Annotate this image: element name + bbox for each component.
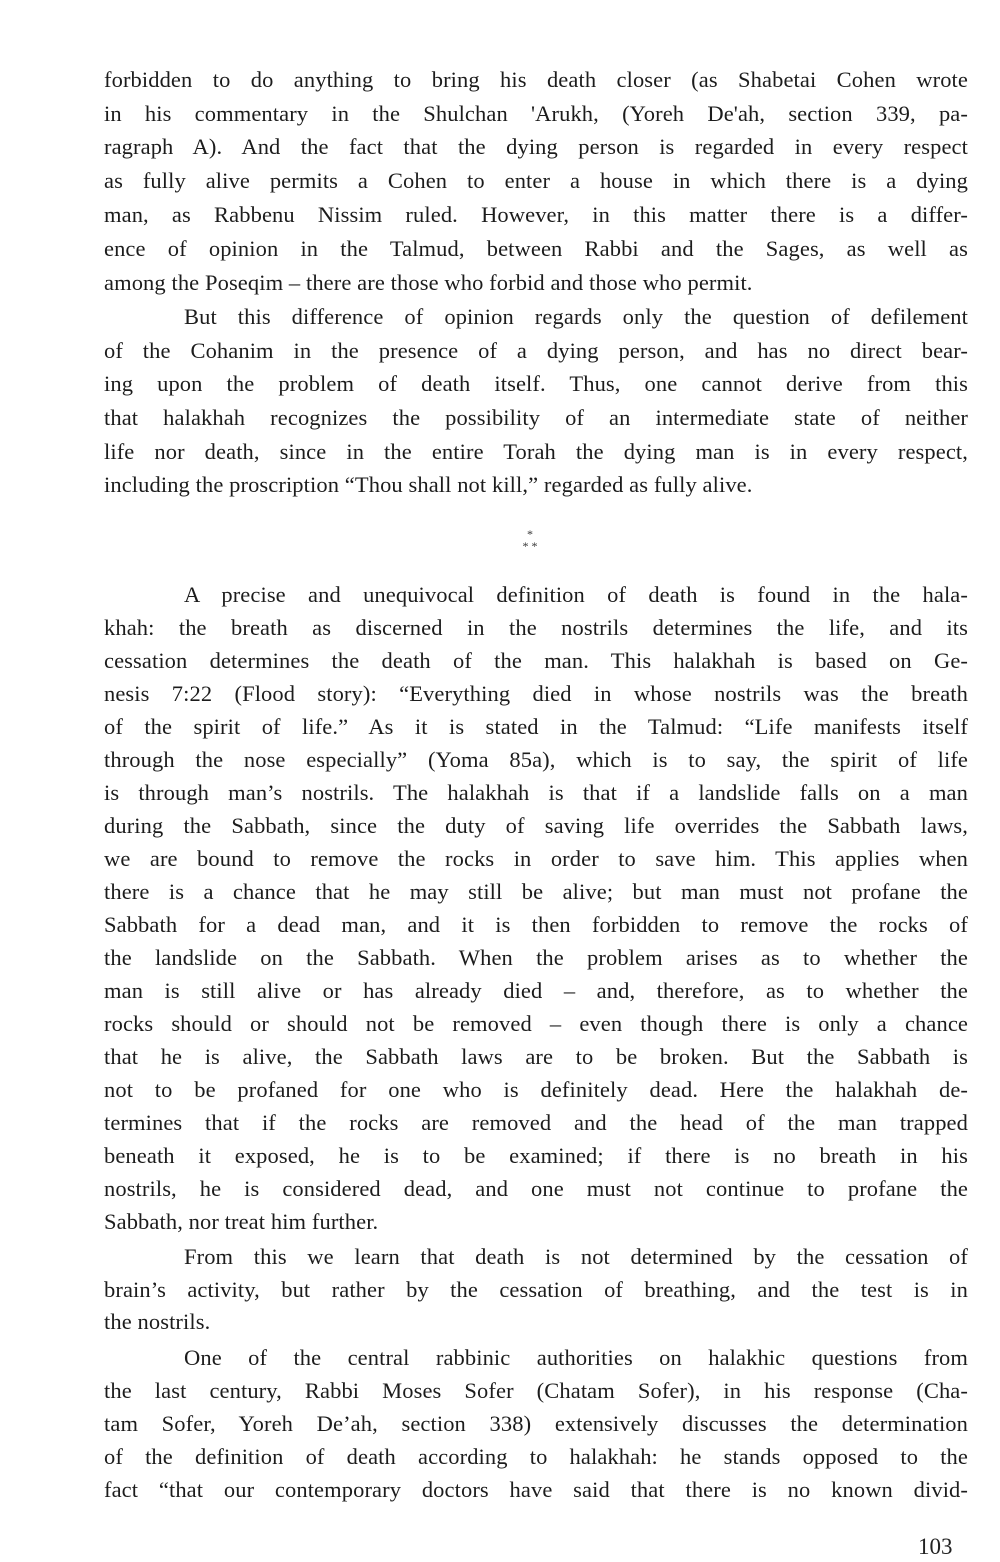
text-line: of the spirit of life.” As it is stated in the Talmud: “Life manifests itself bbox=[104, 714, 968, 739]
text-line: fact “that our contemporary doctors have said that there is no known divid- bbox=[104, 1477, 968, 1502]
text-line: including the proscription “Thou shall not kill,” regarded as fully alive. bbox=[104, 472, 753, 497]
text-line: not to be profaned for one who is definitely dead. Here the halakhah de- bbox=[104, 1077, 968, 1102]
text-line: man, as Rabbenu Nissim ruled. However, in this matter there is a differ- bbox=[104, 202, 968, 227]
text-line: the last century, Rabbi Moses Sofer (Chatam Sofer), in his response (Cha- bbox=[104, 1378, 968, 1403]
text-line: forbidden to do anything to bring his death closer (as Shabetai Cohen wrote bbox=[104, 67, 968, 92]
text-line: cessation determines the death of the man. This halakhah is based on Ge- bbox=[104, 648, 968, 673]
text-line: brain’s activity, but rather by the cessation of breathing, and the test is in bbox=[104, 1277, 968, 1302]
text-line: Sabbath for a dead man, and it is then forbidden to remove the rocks of bbox=[104, 912, 968, 937]
text-line: is through man’s nostrils. The halakhah is that if a landslide falls on a man bbox=[104, 780, 968, 805]
section-divider-asterism bbox=[500, 528, 560, 564]
text-line: of the definition of death according to halakhah: he stands opposed to the bbox=[104, 1444, 968, 1469]
asterism-bottom: * * bbox=[522, 539, 538, 553]
text-line: tam Sofer, Yoreh De’ah, section 338) extensively discusses the determination bbox=[104, 1411, 968, 1436]
text-line: the nostrils. bbox=[104, 1309, 211, 1334]
text-line: nesis 7:22 (Flood story): “Everything died in whose nostrils was the breath bbox=[104, 681, 968, 706]
text-line: that he is alive, the Sabbath laws are to be broken. But the Sabbath is bbox=[104, 1044, 968, 1069]
text-line: termines that if the rocks are removed and the head of the man trapped bbox=[104, 1110, 968, 1135]
text-line: in his commentary in the Shulchan 'Arukh, (Yoreh De'ah, section 339, pa- bbox=[104, 101, 968, 126]
text-line: that halakhah recognizes the possibility of an intermediate state of neither bbox=[104, 405, 968, 430]
paragraph-first-line: One of the central rabbinic authorities on halakhic questions from bbox=[184, 1345, 968, 1370]
text-line: ence of opinion in the Talmud, between Rabbi and the Sages, as well as bbox=[104, 236, 968, 261]
text-line: man is still alive or has already died – and, therefore, as to whether the bbox=[104, 978, 968, 1003]
text-line: ragraph A). And the fact that the dying person is regarded in every respect bbox=[104, 134, 968, 159]
page-number: 103 bbox=[918, 1534, 953, 1559]
text-line: rocks should or should not be removed – even though there is only a chance bbox=[104, 1011, 968, 1036]
text-line: Sabbath, nor treat him further. bbox=[104, 1209, 379, 1234]
text-line: ing upon the problem of death itself. Thus, one cannot derive from this bbox=[104, 371, 968, 396]
text-line: life nor death, since in the entire Torah the dying man is in every respect, bbox=[104, 439, 968, 464]
asterism-top: * bbox=[527, 527, 533, 541]
text-line: nostrils, he is considered dead, and one must not continue to profane the bbox=[104, 1176, 968, 1201]
text-line: through the nose especially” (Yoma 85a), which is to say, the spirit of life bbox=[104, 747, 968, 772]
text-line: beneath it exposed, he is to be examined; if there is no breath in his bbox=[104, 1143, 968, 1168]
text-line: during the Sabbath, since the duty of saving life overrides the Sabbath laws, bbox=[104, 813, 968, 838]
text-line: we are bound to remove the rocks in order to save him. This applies when bbox=[104, 846, 968, 871]
text-line: of the Cohanim in the presence of a dying person, and has no direct bear- bbox=[104, 338, 968, 363]
paragraph-first-line: A precise and unequivocal definition of death is found in the hala- bbox=[184, 582, 968, 607]
paragraph-first-line: But this difference of opinion regards only the question of defilement bbox=[184, 304, 968, 329]
text-line: khah: the breath as discerned in the nostrils determines the life, and its bbox=[104, 615, 968, 640]
text-line: the landslide on the Sabbath. When the problem arises as to whether the bbox=[104, 945, 968, 970]
text-line: among the Poseqim – there are those who forbid and those who permit. bbox=[104, 270, 753, 295]
text-line: as fully alive permits a Cohen to enter a house in which there is a dying bbox=[104, 168, 968, 193]
text-line: there is a chance that he may still be alive; but man must not profane the bbox=[104, 879, 968, 904]
paragraph-first-line: From this we learn that death is not determined by the cessation of bbox=[184, 1244, 968, 1269]
